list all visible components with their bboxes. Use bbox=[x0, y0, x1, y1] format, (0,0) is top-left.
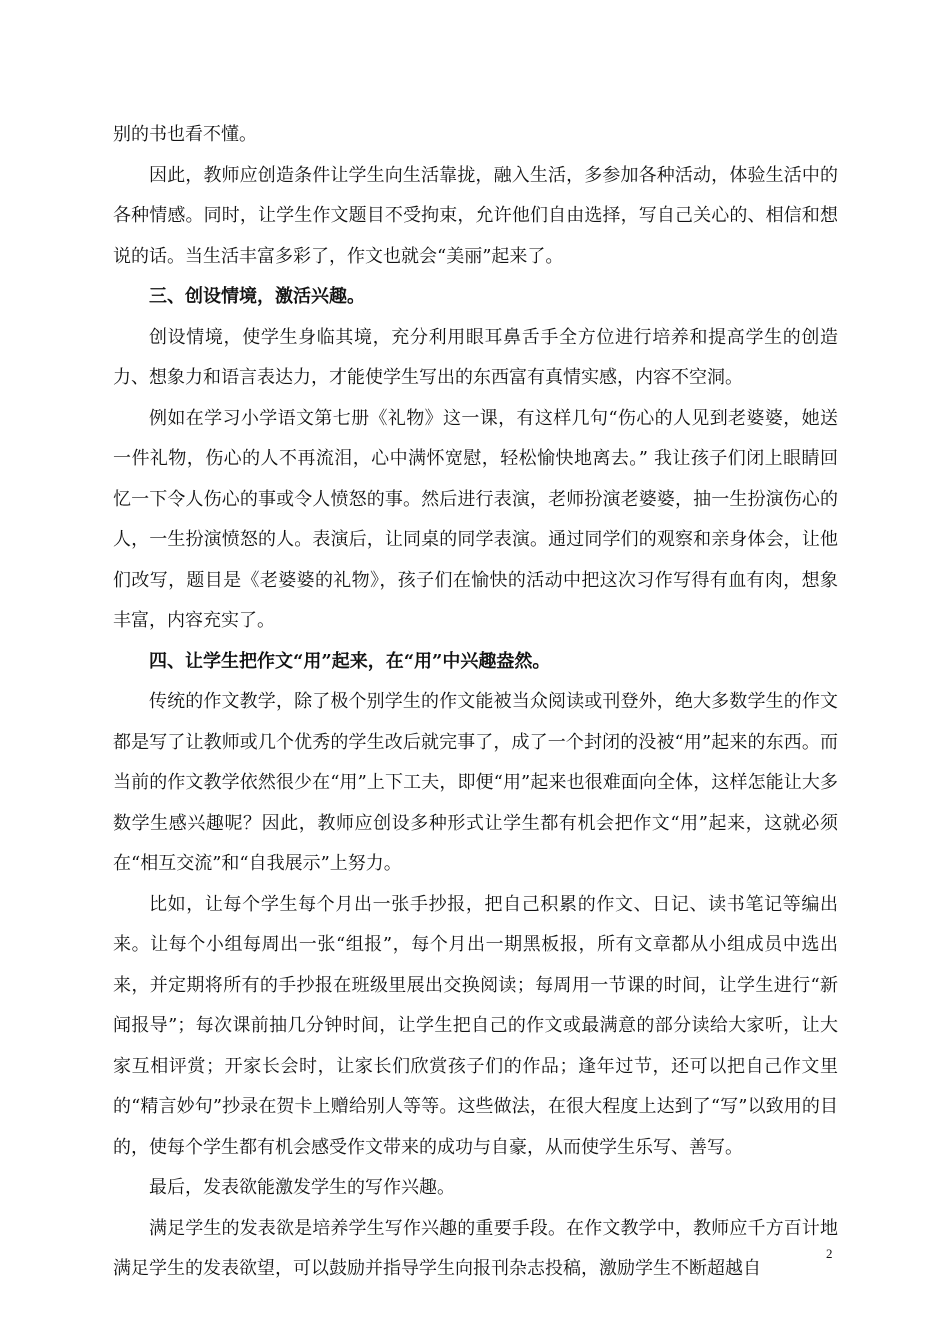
section-heading: 四、让学生把作文“用”起来，在“用”中兴趣盎然。 bbox=[149, 650, 551, 672]
paragraph: 比如，让每个学生每个月出一张手抄报，把自己积累的作文、日记、读书笔记等编出来。让每个小组每周出一张“组报”，每个月出一期黑板报，所有文章都从小组成员中选出来，并定期将所有的手抄报在班级里展出交换阅读；每周用一节课的时间，让学生进行“新闻报导”；每次课前抽几分钟时间，让学生把自己的作文或最满意的部分读给大家听，让大家互相评赏；开家长会时，让家长们欣赏孩子们的作品；逢年过节，还可以把自己作文里的“精言妙句”抄录在贺卡上赠给别人等等。这些做法，在很大程度上达到了“写”以致用的目的，使每个学生都有机会感受作文带来的成功与自豪，从而使学生乐写、善写。 bbox=[113, 893, 838, 1158]
document-body bbox=[113, 115, 838, 1290]
page-number: 2 bbox=[826, 1246, 833, 1261]
section-heading: 三、创设情境，激活兴趣。 bbox=[149, 286, 365, 307]
paragraph: 最后，发表欲能激发学生的写作兴趣。 bbox=[149, 1177, 455, 1198]
paragraph: 因此，教师应创造条件让学生向生活靠拢，融入生活，多参加各种活动，体验生活中的各种情感。同时，让学生作文题目不受拘束，允许他们自由选择，写自己关心的、相信和想说的话。当生活丰富多彩了，作文也就会“美丽”起来了。 bbox=[113, 164, 838, 267]
paragraph: 别的书也看不懂。 bbox=[113, 124, 257, 145]
paragraph: 例如在学习小学语文第七册《礼物》这一课，有这样几句“伤心的人见到老婆婆，她送一件礼物，伤心的人不再流泪，心中满怀宽慰，轻松愉快地离去。” 我让孩子们闭上眼睛回忆一下令人伤心的事或令人愤怒的事。然后进行表演，老师扮演老婆婆，抽一生扮演伤心的人，一生扮演愤怒的人。表演后，让同桌的同学表演。通过同学们的观察和亲身体会，让他们改写，题目是《老婆婆的礼物》，孩子们在愉快的活动中把这次习作写得有血有肉，想象丰富，内容充实了。 bbox=[113, 407, 838, 631]
paragraph: 创设情境，使学生身临其境，充分利用眼耳鼻舌手全方位进行培养和提高学生的创造力、想象力和语言表达力，才能使学生写出的东西富有真情实感，内容不空洞。 bbox=[113, 326, 838, 388]
paragraph: 满足学生的发表欲是培养学生写作兴趣的重要手段。在作文教学中，教师应千方百计地满足学生的发表欲望，可以鼓励并指导学生向报刊杂志投稿，激励学生不断超越自 bbox=[113, 1217, 838, 1279]
paragraph: 传统的作文教学，除了极个别学生的作文能被当众阅读或刊登外，绝大多数学生的作文都是写了让教师或几个优秀的学生改后就完事了，成了一个封闭的没被“用”起来的东西。而当前的作文教学依然很少在“用”上下工夫，即便“用”起来也很难面向全体，这样怎能让大多数学生感兴趣呢？因此，教师应创设多种形式让学生都有机会把作文“用”起来，这就必须在“相互交流”和“自我展示”上努力。 bbox=[113, 691, 838, 874]
